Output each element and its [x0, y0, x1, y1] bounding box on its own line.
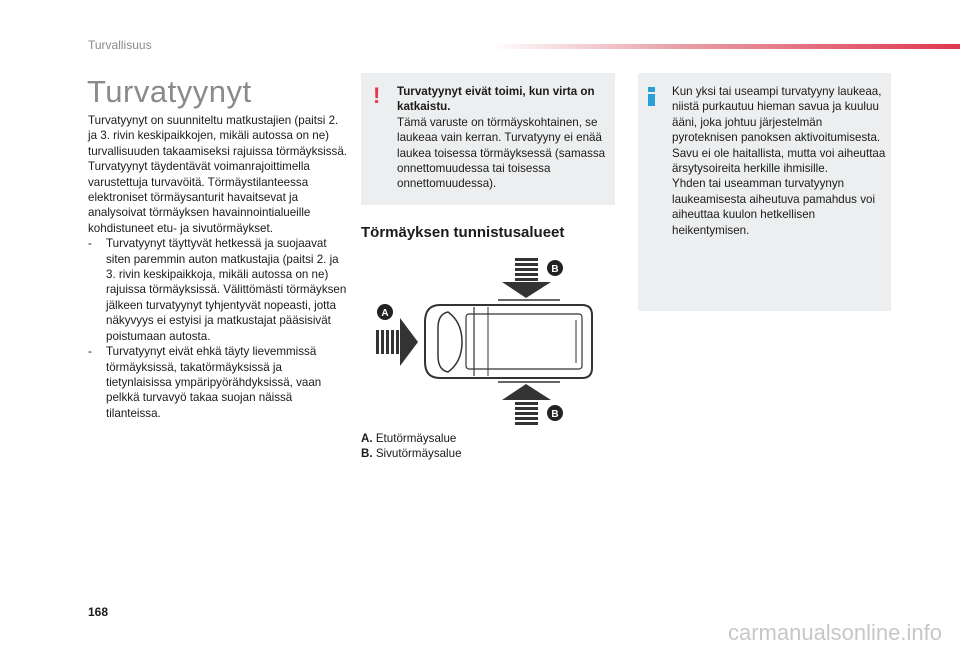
info-paragraph-3: Yhden tai useamman turvatyynyn laukeamisesta aiheutuva pamahdus voi aiheuttaa kuulon hetkellisen heikentymisen. — [672, 177, 876, 237]
watermark: carmanualsonline.info — [727, 620, 942, 645]
warning-box — [361, 73, 615, 205]
info-paragraph-1: Kun yksi tai useampi turvatyyny laukeaa, niistä purkautuu hieman savua ja kuuluu ääni, joka johtuu järjestelmän pyroteknisen panoksen aktivoitumisesta. — [672, 85, 882, 145]
warning-icon: ! — [373, 83, 381, 108]
badge-a — [377, 304, 393, 320]
section-label: Turvallisuus — [88, 38, 152, 52]
page-number: 168 — [88, 605, 109, 619]
van-top-view — [425, 305, 592, 378]
info-box — [638, 73, 891, 311]
front-impact-arrow — [376, 318, 418, 366]
badge-b-top — [547, 260, 563, 276]
intro-paragraph: Turvatyynyt on suunniteltu matkustajien (paitsi 2. ja 3. rivin keskipaikkojen, mikäli autossa on ne) turvallisuuden takaamiseksi rajuissa törmäyksissä. Turvatyynyt täydentävät voimanrajoittimella varustettuja turvavöitä. Törmäystilanteessa elektroniset törmäysanturit havaitsevat ja analysoivat törmäyksen havainnointialueille kohdistuneet etu- ja sivutörmäykset. — [88, 114, 348, 235]
warning-body: Tämä varuste on törmäyskohtainen, se laukeaa vain kerran. Turvatyyny ei enää laukea toisessa törmäyksessä (samassa onnettomuudessa tai toisessa onnettomuudessa). — [397, 115, 606, 191]
page-title: Turvatyynyt — [87, 74, 252, 109]
info-icon — [648, 87, 655, 105]
list-item-text: Turvatyynyt täyttyvät hetkessä ja suojaavat siten paremmin auton matkustajia (paitsi 2. ja 3. rivin keskipaikkoja, mikäli autossa on ne) rajuissa törmäyksissä. Välittömästi törmäyksen jälkeen turvatyynyt tyhjentyvät nopeasti, jotta näkyvyys ei estyisi ja matkustajat pääsisivät poistumaan autosta. — [106, 237, 347, 343]
main-text-column — [88, 113, 350, 421]
list-item-text: Turvatyynyt eivät ehkä täyty lievemmissä törmäyksissä, takatörmäyksissä ja tietynlaisissa ympäripyörähdyksissä, vaan pelkkä turvavyö takaa suojan näissä tilanteissa. — [106, 345, 322, 420]
collision-zones-diagram — [370, 250, 610, 430]
info-paragraph-2: Savu ei ole haitallista, mutta voi aiheuttaa ärsytysoireita herkille ihmisille. — [672, 146, 886, 176]
diagram-legend — [361, 431, 462, 462]
legend-item: A. Etutörmäysalue — [361, 432, 457, 445]
list-item: - Turvatyynyt eivät ehkä täyty lievemmissä törmäyksissä, takatörmäyksissä ja tietynlaisissa ympäripyörähdyksissä, vaan pelkkä turvavyö takaa suojan näissä tilanteissa. — [88, 345, 322, 420]
list-item: - Turvatyynyt täyttyvät hetkessä ja suojaavat siten paremmin auton matkustajia (paitsi 2. ja 3. rivin keskipaikkoja, mikäli autossa on ne) rajuissa törmäyksissä. Välittömästi törmäyksen jälkeen turvatyynyt tyhjentyvät nopeasti, jotta näkyvyys ei estyisi ja matkustajat pääsisivät poistumaan autosta. — [88, 237, 347, 343]
svg-text:B: B — [551, 409, 559, 420]
legend-item: B. Sivutörmäysalue — [361, 447, 462, 461]
svg-text:A: A — [381, 308, 389, 319]
warning-text — [397, 84, 609, 192]
badge-b-bottom — [547, 405, 563, 421]
svg-text:B: B — [551, 264, 559, 275]
subheading: Törmäyksen tunnistusalueet — [361, 224, 565, 241]
info-text — [672, 84, 886, 238]
header-gradient-bar — [490, 44, 960, 49]
warning-bold: Turvatyynyt eivät toimi, kun virta on katkaistu. — [397, 85, 595, 114]
bullet-list — [88, 236, 350, 421]
